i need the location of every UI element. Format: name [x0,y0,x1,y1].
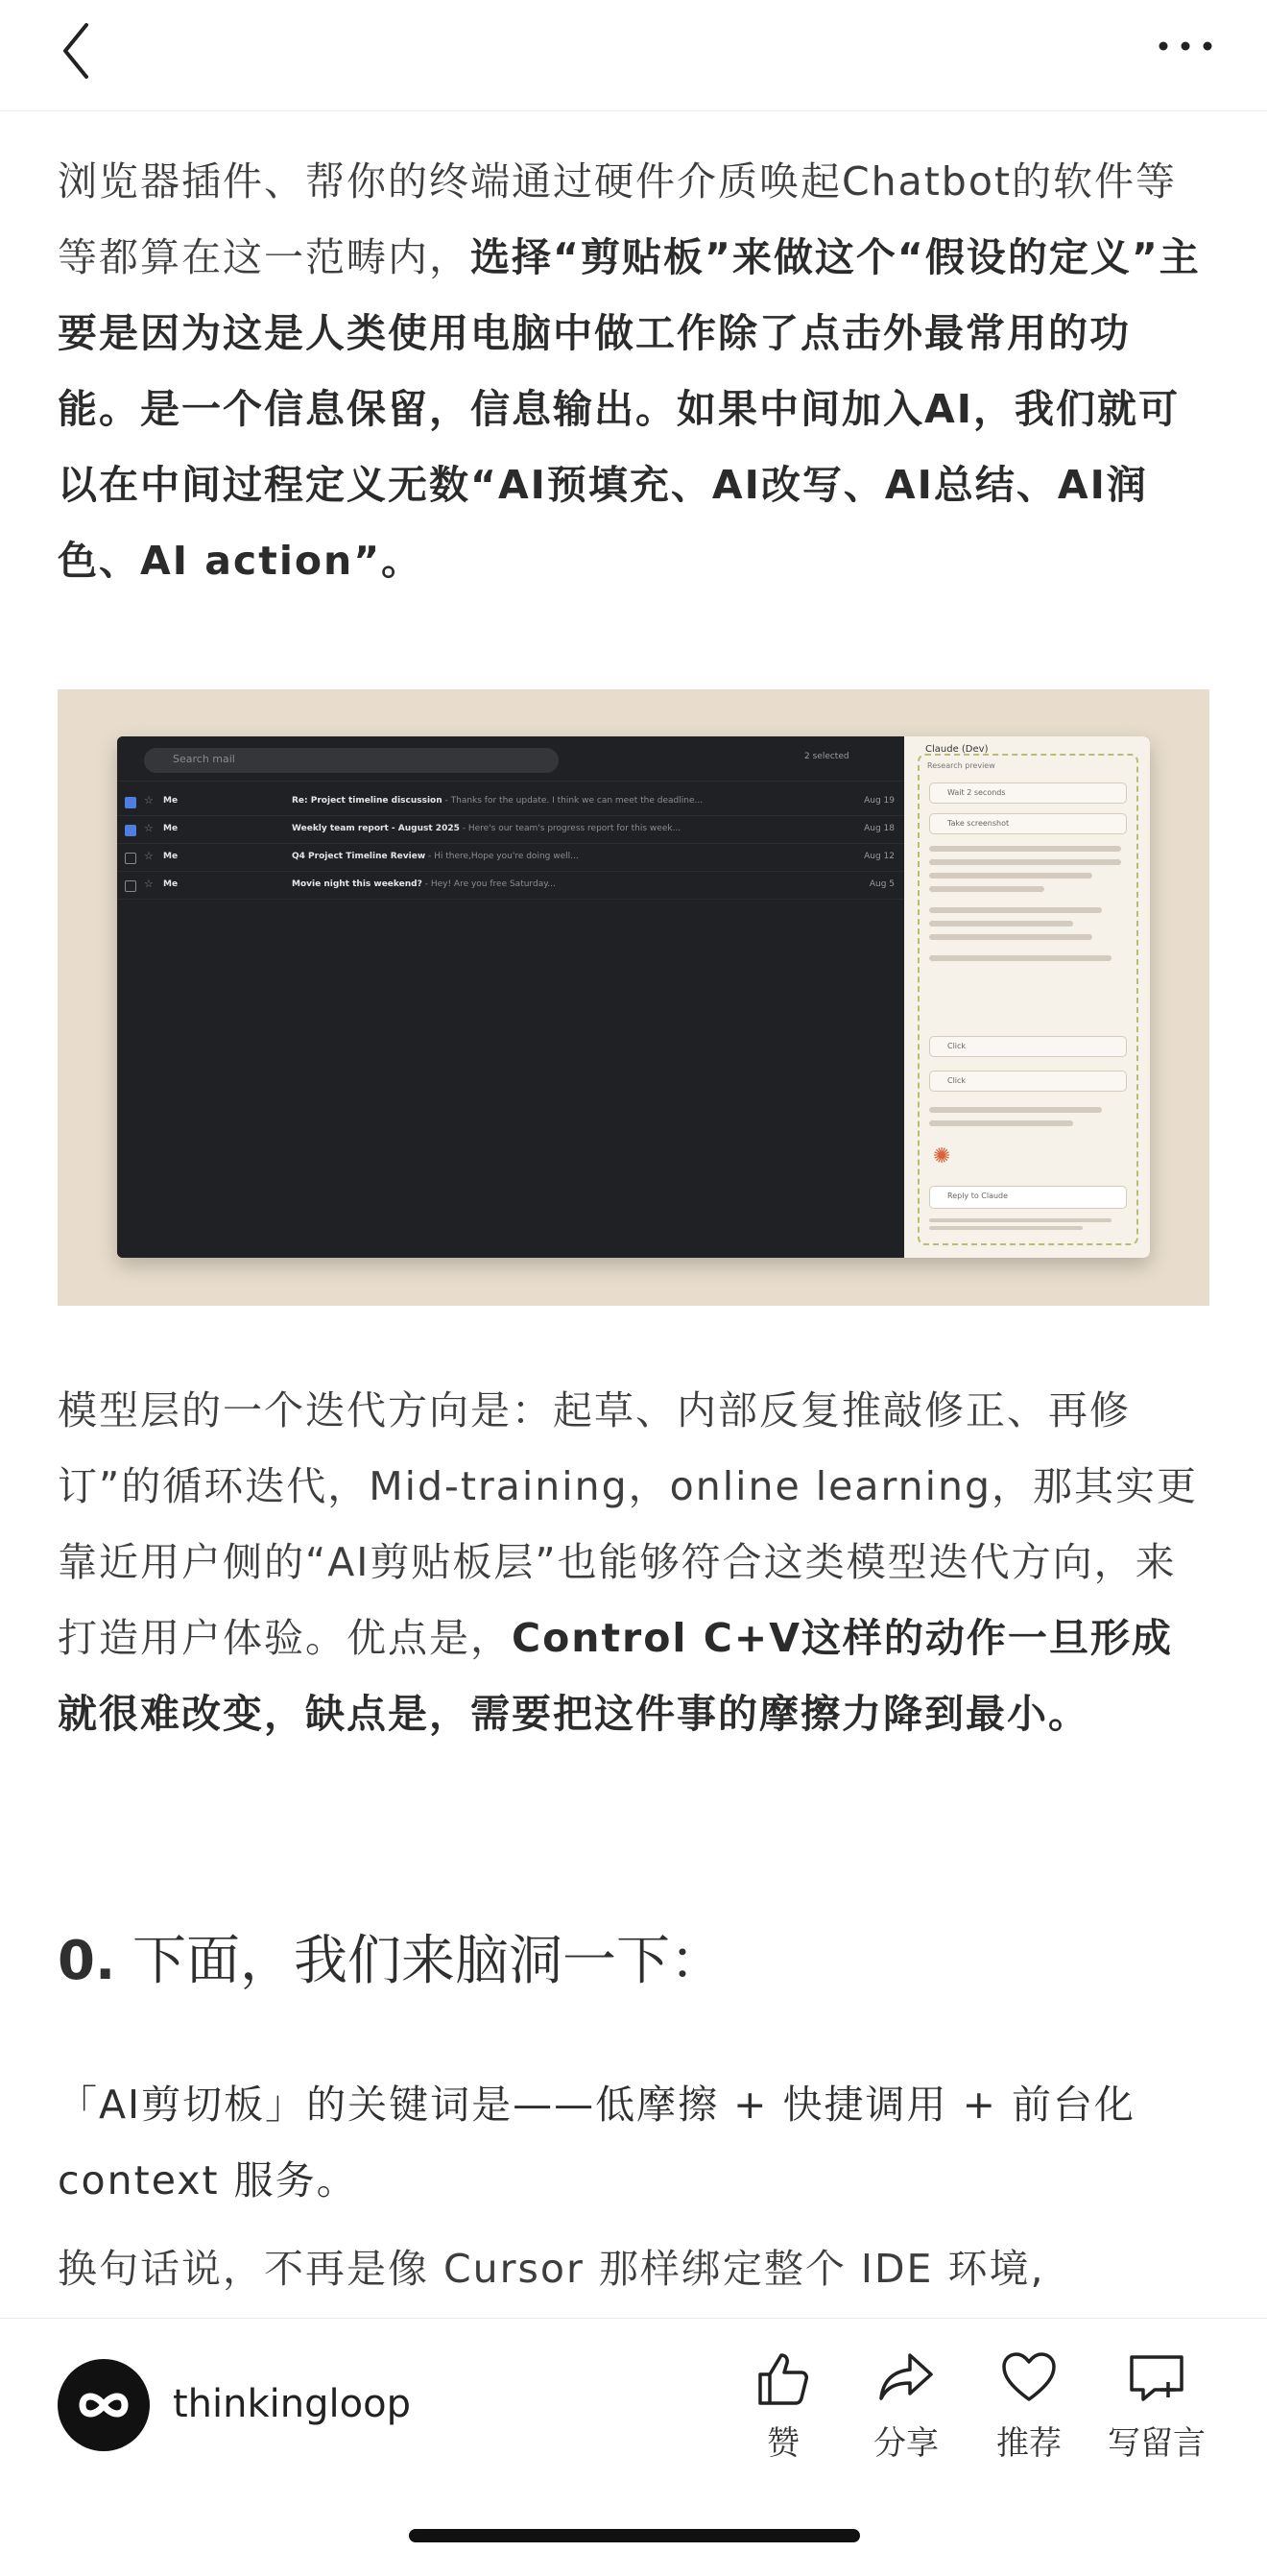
mail-snippet: - Thanks for the update. I think we can meet the deadline... [442,796,704,806]
mail-date: Aug 18 [864,824,895,833]
author-avatar[interactable] [58,2359,150,2451]
panel-text-line [929,1120,1073,1126]
panel-content [918,754,1138,1245]
share-label: 分享 [873,2424,939,2463]
top-nav-bar [0,0,1267,111]
panel-text-line [929,921,1073,927]
mail-from: Me [163,796,179,806]
panel-text-line [929,1226,1083,1230]
mail-row [117,872,904,900]
mail-row [117,788,904,816]
article-paragraph-4: 换句话说，不再是像 Cursor 那样绑定整个 IDE 环境, [58,2246,1045,2292]
step-label: Wait 2 seconds [947,788,1006,797]
more-options-button[interactable] [1142,17,1229,84]
recommend-button[interactable] [971,2347,1087,2482]
article-image[interactable] [58,689,1209,1306]
star-icon: ☆ [144,850,154,862]
heading-text: 下面，我们来脑洞一下： [115,1930,725,1992]
star-icon: ☆ [144,878,154,890]
panel-text-line [929,1107,1102,1113]
comment-button[interactable] [1094,2347,1219,2482]
mail-from: Me [163,824,179,833]
panel-step-screenshot [929,813,1127,834]
back-button[interactable] [48,17,115,84]
panel-text-line [929,907,1102,913]
more-horizontal-icon [1142,17,1229,84]
infinity-logo-icon [58,2359,150,2451]
panel-text-line [929,1218,1112,1222]
mail-row [117,844,904,872]
divider [117,781,904,782]
claude-spark-icon: ✺ [933,1144,951,1168]
comment-plus-icon [1126,2347,1187,2409]
article-paragraph-3: 「AI剪切板」的关键词是——低摩擦 + 快捷调用 + 前台化 context 服务。 [58,2082,1136,2203]
heading-number: 0. [58,1930,116,1992]
reply-placeholder: Reply to Claude [947,1192,1009,1200]
comment-label: 写留言 [1108,2424,1206,2463]
chevron-left-icon [48,17,115,84]
author-name[interactable]: thinkingloop [173,2382,411,2426]
mail-snippet: - Here's our team's progress report for this week... [459,824,681,833]
mail-from: Me [163,852,179,861]
mail-checkbox [125,853,136,864]
article-paragraph-2 [58,1373,1209,1752]
panel-text-line [929,955,1112,961]
claude-panel [904,736,1150,1258]
panel-text-line [929,873,1092,879]
mail-checkbox [125,825,136,836]
home-indicator [409,2529,860,2542]
mail-subject-text: Q4 Project Timeline Review [292,852,426,861]
paragraph-text: 浏览器插件、帮你的终端通过硬件介质唤起Chatbot的软件等等都算在这一范畴内， [58,158,1177,280]
panel-subtitle: Research preview [927,761,995,770]
heart-icon [998,2347,1060,2409]
mail-subject-text: Movie night this weekend? [292,879,422,889]
mail-subject [292,824,681,833]
step-label: Click [947,1042,967,1050]
paragraph-bold-text: 选择“剪贴板”来做这个“假设的定义”主要是因为这是人类使用电脑中做工作除了点击外最常用的功能。是一个信息保留，信息输出。如果中间加入AI，我们就可以在中间过程定义无数“AI预填充、AI改写、AI总结、AI润色、AI action”。 [58,234,1201,584]
mail-search-placeholder: Search mail [173,753,235,765]
panel-step-wait [929,782,1127,804]
mail-checkbox [125,880,136,892]
like-label: 赞 [767,2424,800,2463]
mail-subject-text: Weekly team report - August 2025 [292,824,460,833]
share-arrow-icon [875,2347,937,2409]
mail-row [117,816,904,844]
mail-from: Me [163,879,179,889]
mail-subject [292,879,556,889]
like-button[interactable] [726,2347,841,2482]
recommend-label: 推荐 [996,2424,1062,2463]
mail-snippet: - Hey! Are you free Saturday... [421,879,556,889]
mail-date: Aug 5 [869,879,895,889]
article-paragraph-1 [58,144,1209,599]
panel-text-line [929,934,1092,940]
mail-snippet: - Hi there,Hope you're doing well... [425,852,579,861]
thumbs-up-icon [753,2347,814,2409]
paragraph-text: 模型层的一个迭代方向是：起草、内部反复推敲修正、再修订”的循环迭代，Mid-training，online learning，那其实更靠近用户侧的“AI剪贴板层”也能够符合这类模型迭代方向，来打造用户体验。优点是， [58,1387,1199,1661]
panel-step-click [929,1071,1127,1092]
panel-text-line [929,859,1121,865]
star-icon: ☆ [144,822,154,834]
panel-title: Claude (Dev) [925,744,989,755]
mail-date: Aug 12 [864,852,895,861]
mail-checkbox [125,797,136,808]
mail-selected-count: 2 selected [804,752,849,761]
mail-subject-text: Re: Project timeline discussion [292,796,442,806]
panel-text-line [929,886,1044,892]
share-button[interactable] [849,2347,964,2482]
mail-search-bar [144,748,559,773]
section-heading [58,1923,724,2000]
step-label: Click [947,1076,967,1085]
mail-client [117,736,904,1258]
screenshot-window [117,736,1150,1258]
mail-subject [292,852,579,861]
panel-step-click [929,1036,1127,1057]
mail-subject [292,796,703,806]
mail-date: Aug 19 [864,796,895,806]
star-icon: ☆ [144,794,154,807]
paragraph-bold-text: Control C+V这样的动作一旦形成就很难改变，缺点是，需要把这件事的摩擦力降到最小。 [58,1615,1173,1737]
panel-text-line [929,846,1121,852]
panel-reply-input [929,1186,1127,1209]
step-label: Take screenshot [947,819,1010,828]
